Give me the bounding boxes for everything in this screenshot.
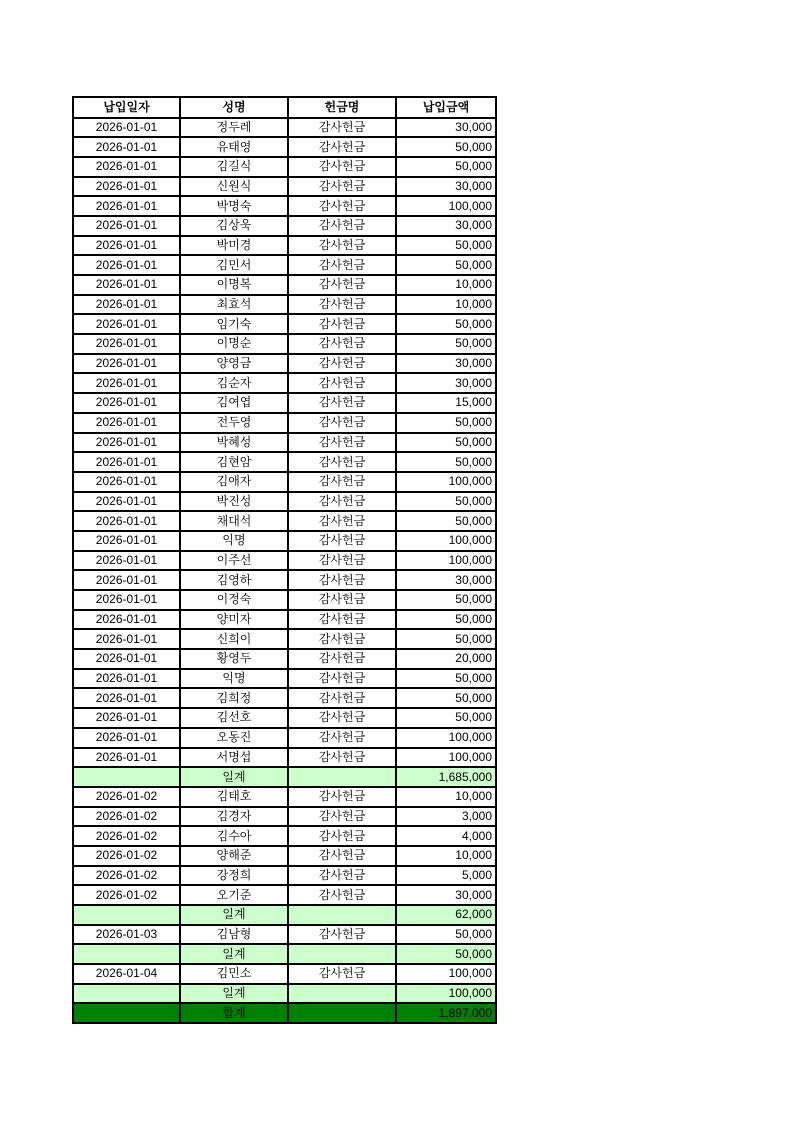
cell-offering-name: 감사헌금 xyxy=(288,610,396,630)
cell-payment-date: 2026-01-01 xyxy=(73,413,180,433)
table-row xyxy=(73,137,496,157)
cell-payment-amount: 50,000 xyxy=(396,236,496,256)
cell-payment-amount: 50,000 xyxy=(396,590,496,610)
cell-person-name: 이정숙 xyxy=(180,590,288,610)
cell-offering-name: 감사헌금 xyxy=(288,590,396,610)
cell-payment-amount: 100,000 xyxy=(396,728,496,748)
cell-payment-amount: 10,000 xyxy=(396,275,496,295)
cell-person-name: 일계 xyxy=(180,944,288,964)
cell-payment-amount: 1,685,000 xyxy=(396,767,496,787)
table-row xyxy=(73,177,496,197)
cell-offering-name: 감사헌금 xyxy=(288,177,396,197)
cell-offering-name: 감사헌금 xyxy=(288,748,396,768)
cell-person-name: 김영하 xyxy=(180,570,288,590)
table-row xyxy=(73,787,496,807)
table-row xyxy=(73,531,496,551)
cell-payment-amount: 50,000 xyxy=(396,314,496,334)
cell-person-name: 신원식 xyxy=(180,177,288,197)
cell-person-name: 박미경 xyxy=(180,236,288,256)
cell-payment-amount: 100,000 xyxy=(396,984,496,1004)
daily-subtotal-row xyxy=(73,944,496,964)
cell-payment-date: 2026-01-01 xyxy=(73,551,180,571)
table-row xyxy=(73,629,496,649)
cell-payment-date xyxy=(73,905,180,925)
cell-offering-name: 감사헌금 xyxy=(288,295,396,315)
cell-payment-date: 2026-01-01 xyxy=(73,748,180,768)
cell-offering-name: 감사헌금 xyxy=(288,492,396,512)
cell-payment-amount: 50,000 xyxy=(396,137,496,157)
cell-offering-name: 감사헌금 xyxy=(288,885,396,905)
cell-payment-date: 2026-01-02 xyxy=(73,846,180,866)
table-row xyxy=(73,452,496,472)
cell-offering-name: 감사헌금 xyxy=(288,925,396,945)
cell-payment-amount: 30,000 xyxy=(396,216,496,236)
cell-payment-amount: 10,000 xyxy=(396,846,496,866)
cell-payment-amount: 50,000 xyxy=(396,413,496,433)
cell-offering-name: 감사헌금 xyxy=(288,196,396,216)
cell-payment-date: 2026-01-01 xyxy=(73,590,180,610)
table-header xyxy=(73,97,496,118)
table-row xyxy=(73,669,496,689)
table-row xyxy=(73,610,496,630)
table-row xyxy=(73,196,496,216)
cell-payment-date: 2026-01-01 xyxy=(73,629,180,649)
daily-subtotal-row xyxy=(73,767,496,787)
cell-payment-date: 2026-01-01 xyxy=(73,649,180,669)
cell-payment-date: 2026-01-01 xyxy=(73,452,180,472)
offering-ledger-table xyxy=(72,96,497,1024)
cell-offering-name: 감사헌금 xyxy=(288,570,396,590)
table-row xyxy=(73,492,496,512)
cell-payment-date xyxy=(73,984,180,1004)
daily-subtotal-row xyxy=(73,905,496,925)
cell-payment-amount: 4,000 xyxy=(396,826,496,846)
grand-total-row xyxy=(73,1003,496,1023)
table-row xyxy=(73,688,496,708)
cell-payment-date: 2026-01-01 xyxy=(73,334,180,354)
cell-payment-amount: 50,000 xyxy=(396,255,496,275)
cell-payment-date: 2026-01-01 xyxy=(73,137,180,157)
table-row xyxy=(73,511,496,531)
table-row xyxy=(73,275,496,295)
cell-payment-date: 2026-01-01 xyxy=(73,255,180,275)
cell-payment-date: 2026-01-02 xyxy=(73,787,180,807)
table-row xyxy=(73,570,496,590)
cell-payment-date: 2026-01-01 xyxy=(73,570,180,590)
cell-payment-amount: 30,000 xyxy=(396,177,496,197)
cell-payment-date: 2026-01-01 xyxy=(73,295,180,315)
table-row xyxy=(73,826,496,846)
cell-payment-amount: 30,000 xyxy=(396,570,496,590)
cell-offering-name: 감사헌금 xyxy=(288,413,396,433)
cell-person-name: 일계 xyxy=(180,905,288,925)
cell-offering-name: 감사헌금 xyxy=(288,334,396,354)
table-row xyxy=(73,925,496,945)
table-row xyxy=(73,373,496,393)
table-row xyxy=(73,255,496,275)
header-payment-date: 납입일자 xyxy=(73,97,180,118)
cell-payment-date: 2026-01-01 xyxy=(73,157,180,177)
cell-person-name: 박명숙 xyxy=(180,196,288,216)
cell-offering-name: 감사헌금 xyxy=(288,846,396,866)
table-row xyxy=(73,807,496,827)
cell-payment-date: 2026-01-01 xyxy=(73,610,180,630)
cell-person-name: 채대석 xyxy=(180,511,288,531)
cell-payment-date: 2026-01-04 xyxy=(73,964,180,984)
table-row xyxy=(73,413,496,433)
header-row xyxy=(73,97,496,118)
cell-payment-date xyxy=(73,767,180,787)
cell-payment-amount: 100,000 xyxy=(396,551,496,571)
cell-payment-date: 2026-01-01 xyxy=(73,118,180,138)
cell-payment-amount: 10,000 xyxy=(396,295,496,315)
cell-payment-date: 2026-01-03 xyxy=(73,925,180,945)
cell-person-name: 김희정 xyxy=(180,688,288,708)
cell-payment-amount: 20,000 xyxy=(396,649,496,669)
cell-payment-amount: 50,000 xyxy=(396,157,496,177)
cell-payment-amount: 100,000 xyxy=(396,748,496,768)
cell-person-name: 김길식 xyxy=(180,157,288,177)
cell-payment-amount: 1,897,000 xyxy=(396,1003,496,1023)
cell-offering-name: 감사헌금 xyxy=(288,826,396,846)
cell-payment-amount: 30,000 xyxy=(396,354,496,374)
cell-person-name: 일계 xyxy=(180,984,288,1004)
cell-person-name: 김현암 xyxy=(180,452,288,472)
cell-payment-amount: 100,000 xyxy=(396,531,496,551)
cell-offering-name: 감사헌금 xyxy=(288,531,396,551)
cell-payment-amount: 50,000 xyxy=(396,925,496,945)
cell-person-name: 오동진 xyxy=(180,728,288,748)
cell-payment-date: 2026-01-01 xyxy=(73,314,180,334)
cell-payment-date: 2026-01-01 xyxy=(73,196,180,216)
cell-offering-name xyxy=(288,1003,396,1023)
cell-payment-date: 2026-01-01 xyxy=(73,177,180,197)
cell-person-name: 김태호 xyxy=(180,787,288,807)
cell-payment-date: 2026-01-02 xyxy=(73,807,180,827)
table-row xyxy=(73,216,496,236)
cell-payment-date: 2026-01-01 xyxy=(73,275,180,295)
cell-offering-name: 감사헌금 xyxy=(288,452,396,472)
cell-offering-name: 감사헌금 xyxy=(288,157,396,177)
table-row xyxy=(73,314,496,334)
cell-payment-date: 2026-01-01 xyxy=(73,354,180,374)
table-row xyxy=(73,551,496,571)
cell-offering-name: 감사헌금 xyxy=(288,118,396,138)
cell-offering-name: 감사헌금 xyxy=(288,216,396,236)
cell-payment-date xyxy=(73,1003,180,1023)
cell-offering-name: 감사헌금 xyxy=(288,393,396,413)
cell-person-name: 이명순 xyxy=(180,334,288,354)
cell-payment-amount: 50,000 xyxy=(396,629,496,649)
cell-payment-date: 2026-01-01 xyxy=(73,708,180,728)
cell-payment-amount: 62,000 xyxy=(396,905,496,925)
table-row xyxy=(73,433,496,453)
cell-person-name: 박진성 xyxy=(180,492,288,512)
cell-payment-amount: 10,000 xyxy=(396,787,496,807)
cell-payment-amount: 100,000 xyxy=(396,196,496,216)
table-row xyxy=(73,472,496,492)
cell-person-name: 황영두 xyxy=(180,649,288,669)
cell-person-name: 익명 xyxy=(180,669,288,689)
table-row xyxy=(73,354,496,374)
cell-payment-amount: 50,000 xyxy=(396,944,496,964)
cell-offering-name xyxy=(288,905,396,925)
cell-payment-date: 2026-01-01 xyxy=(73,393,180,413)
cell-payment-date: 2026-01-01 xyxy=(73,373,180,393)
cell-person-name: 양해준 xyxy=(180,846,288,866)
cell-person-name: 양영금 xyxy=(180,354,288,374)
cell-offering-name: 감사헌금 xyxy=(288,964,396,984)
table-body xyxy=(73,118,496,1024)
cell-person-name: 이명복 xyxy=(180,275,288,295)
cell-payment-amount: 30,000 xyxy=(396,118,496,138)
table-row xyxy=(73,728,496,748)
cell-payment-amount: 5,000 xyxy=(396,866,496,886)
header-payment-amount: 납입금액 xyxy=(396,97,496,118)
cell-person-name: 최효석 xyxy=(180,295,288,315)
cell-person-name: 김경자 xyxy=(180,807,288,827)
cell-offering-name xyxy=(288,767,396,787)
table-row xyxy=(73,118,496,138)
header-offering-name: 헌금명 xyxy=(288,97,396,118)
cell-person-name: 양미자 xyxy=(180,610,288,630)
cell-offering-name: 감사헌금 xyxy=(288,472,396,492)
cell-payment-amount: 50,000 xyxy=(396,492,496,512)
cell-offering-name: 감사헌금 xyxy=(288,354,396,374)
cell-offering-name: 감사헌금 xyxy=(288,275,396,295)
cell-offering-name: 감사헌금 xyxy=(288,373,396,393)
cell-payment-amount: 3,000 xyxy=(396,807,496,827)
cell-payment-amount: 100,000 xyxy=(396,472,496,492)
cell-payment-date: 2026-01-01 xyxy=(73,492,180,512)
cell-payment-amount: 50,000 xyxy=(396,334,496,354)
cell-person-name: 오기준 xyxy=(180,885,288,905)
cell-offering-name: 감사헌금 xyxy=(288,551,396,571)
table-row xyxy=(73,708,496,728)
table-row xyxy=(73,885,496,905)
cell-person-name: 합계 xyxy=(180,1003,288,1023)
cell-person-name: 신희이 xyxy=(180,629,288,649)
cell-payment-date: 2026-01-01 xyxy=(73,531,180,551)
cell-payment-amount: 15,000 xyxy=(396,393,496,413)
cell-offering-name: 감사헌금 xyxy=(288,511,396,531)
cell-person-name: 박혜성 xyxy=(180,433,288,453)
cell-person-name: 임기숙 xyxy=(180,314,288,334)
cell-person-name: 정두레 xyxy=(180,118,288,138)
cell-payment-amount: 50,000 xyxy=(396,511,496,531)
table-row xyxy=(73,334,496,354)
daily-subtotal-row xyxy=(73,984,496,1004)
cell-person-name: 서명섭 xyxy=(180,748,288,768)
cell-payment-date xyxy=(73,944,180,964)
cell-payment-date: 2026-01-01 xyxy=(73,433,180,453)
table-row xyxy=(73,846,496,866)
cell-offering-name: 감사헌금 xyxy=(288,669,396,689)
table-row xyxy=(73,590,496,610)
cell-person-name: 김선호 xyxy=(180,708,288,728)
cell-person-name: 김여엽 xyxy=(180,393,288,413)
cell-payment-amount: 50,000 xyxy=(396,688,496,708)
cell-payment-amount: 50,000 xyxy=(396,433,496,453)
table-row xyxy=(73,964,496,984)
cell-payment-amount: 30,000 xyxy=(396,885,496,905)
cell-offering-name: 감사헌금 xyxy=(288,787,396,807)
cell-person-name: 김민소 xyxy=(180,964,288,984)
table-row xyxy=(73,649,496,669)
cell-person-name: 김순자 xyxy=(180,373,288,393)
cell-payment-amount: 30,000 xyxy=(396,373,496,393)
cell-person-name: 김남형 xyxy=(180,925,288,945)
cell-person-name: 일계 xyxy=(180,767,288,787)
cell-offering-name: 감사헌금 xyxy=(288,433,396,453)
cell-person-name: 익명 xyxy=(180,531,288,551)
cell-offering-name: 감사헌금 xyxy=(288,629,396,649)
cell-payment-date: 2026-01-01 xyxy=(73,472,180,492)
cell-offering-name: 감사헌금 xyxy=(288,649,396,669)
cell-offering-name: 감사헌금 xyxy=(288,688,396,708)
cell-offering-name: 감사헌금 xyxy=(288,236,396,256)
cell-offering-name: 감사헌금 xyxy=(288,866,396,886)
cell-person-name: 김애자 xyxy=(180,472,288,492)
cell-payment-date: 2026-01-02 xyxy=(73,885,180,905)
table-row xyxy=(73,393,496,413)
cell-person-name: 전두영 xyxy=(180,413,288,433)
cell-payment-amount: 50,000 xyxy=(396,452,496,472)
cell-payment-date: 2026-01-01 xyxy=(73,236,180,256)
cell-payment-amount: 50,000 xyxy=(396,708,496,728)
table-row xyxy=(73,295,496,315)
cell-payment-amount: 100,000 xyxy=(396,964,496,984)
cell-payment-amount: 50,000 xyxy=(396,610,496,630)
cell-payment-date: 2026-01-01 xyxy=(73,688,180,708)
cell-person-name: 김수아 xyxy=(180,826,288,846)
cell-offering-name: 감사헌금 xyxy=(288,728,396,748)
cell-payment-amount: 50,000 xyxy=(396,669,496,689)
table-row xyxy=(73,748,496,768)
cell-person-name: 강정희 xyxy=(180,866,288,886)
header-person-name: 성명 xyxy=(180,97,288,118)
cell-offering-name: 감사헌금 xyxy=(288,708,396,728)
cell-offering-name: 감사헌금 xyxy=(288,255,396,275)
cell-person-name: 김민서 xyxy=(180,255,288,275)
cell-person-name: 김상욱 xyxy=(180,216,288,236)
cell-payment-date: 2026-01-01 xyxy=(73,216,180,236)
cell-person-name: 유태영 xyxy=(180,137,288,157)
cell-offering-name: 감사헌금 xyxy=(288,807,396,827)
cell-offering-name: 감사헌금 xyxy=(288,314,396,334)
cell-offering-name: 감사헌금 xyxy=(288,137,396,157)
cell-payment-date: 2026-01-01 xyxy=(73,669,180,689)
table-row xyxy=(73,236,496,256)
cell-payment-date: 2026-01-01 xyxy=(73,511,180,531)
cell-payment-date: 2026-01-02 xyxy=(73,866,180,886)
cell-offering-name xyxy=(288,984,396,1004)
cell-payment-date: 2026-01-01 xyxy=(73,728,180,748)
cell-person-name: 이주선 xyxy=(180,551,288,571)
cell-offering-name xyxy=(288,944,396,964)
table-row xyxy=(73,866,496,886)
table-row xyxy=(73,157,496,177)
cell-payment-date: 2026-01-02 xyxy=(73,826,180,846)
